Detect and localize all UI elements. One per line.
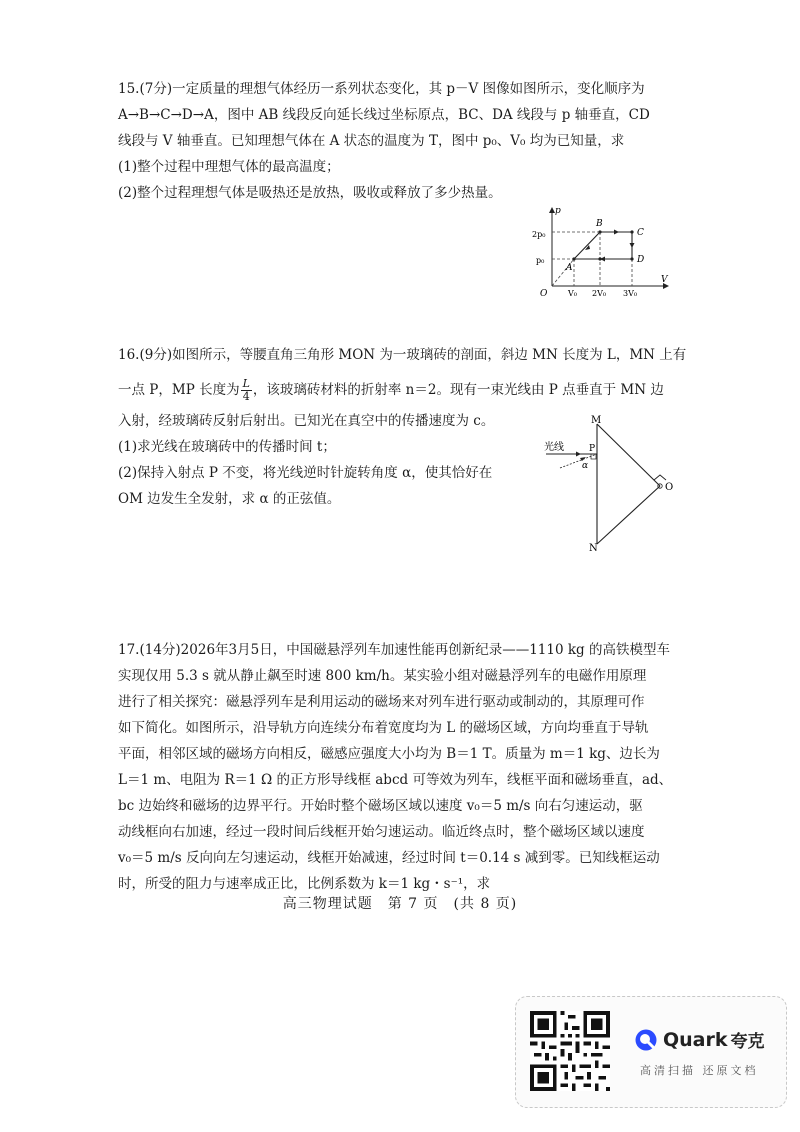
page-footer: 高三物理试题 第 7 页 (共 8 页) bbox=[282, 896, 518, 912]
v-tick-2v0: 2V₀ bbox=[592, 289, 607, 298]
question-17 bbox=[118, 637, 672, 897]
q16-line: 16.(9分)如图所示，等腰直角三角形 MON 为一玻璃砖的剖面，斜边 MN 长度为 L，MN 上有 bbox=[118, 347, 687, 363]
q16-line: OM 边发生全发射，求 α 的正弦值。 bbox=[118, 491, 341, 507]
quark-scan-badge bbox=[515, 996, 787, 1108]
p-tick-p0: p₀ bbox=[536, 256, 545, 265]
vertex-o-label: O bbox=[665, 482, 674, 493]
question-15 bbox=[118, 76, 650, 206]
alpha-label: α bbox=[582, 461, 589, 471]
point-c-label: C bbox=[637, 228, 644, 238]
q16-line: 入射，经玻璃砖反射后射出。已知光在真空中的传播速度为 c。 bbox=[118, 413, 495, 429]
point-p-label: P bbox=[589, 444, 596, 454]
quark-brand-name: Quark bbox=[663, 1028, 728, 1051]
origin-label: O bbox=[540, 289, 548, 299]
point-a-label: A bbox=[566, 263, 573, 273]
q15-line: A→B→C→D→A，图中 AB 线段反向延长线过坐标原点，BC、DA 线段与 p 轴垂直，CD bbox=[118, 107, 650, 123]
q16-line: (2)保持入射点 P 不变，将光线逆时针旋转角度 α，使其恰好在 bbox=[118, 465, 493, 481]
point-d-label: D bbox=[637, 255, 645, 265]
qr-code-icon bbox=[530, 1011, 610, 1091]
q17-line: 17.(14分)2026年3月5日，中国磁悬浮列车加速性能再创新纪录——1110 kg 的高铁模型车 bbox=[118, 642, 670, 658]
v-axis-label: V bbox=[661, 275, 668, 285]
triangle-mon bbox=[597, 424, 660, 544]
quark-logo-icon bbox=[634, 1028, 658, 1052]
q17-line: 如下简化。如图所示，沿导轨方向连续分布着宽度均为 L 的磁场区域，方向均垂直于导轨 bbox=[118, 720, 649, 736]
ray-label: 光线 bbox=[544, 442, 564, 453]
q17-line: 时，所受的阻力与速率成正比，比例系数为 k＝1 kg・s⁻¹，求 bbox=[118, 876, 491, 892]
q17-line: L＝1 m、电阻为 R＝1 Ω 的正方形导线框 abcd 可等效为列车，线框平面和磁场垂直，ad、 bbox=[118, 772, 673, 788]
point-b-label: B bbox=[596, 219, 603, 229]
vertex-m-label: M bbox=[591, 415, 602, 426]
quark-brand-cn: 夸克 bbox=[730, 1032, 765, 1052]
q17-line: v₀＝5 m/s 反向向左匀速运动，线框开始减速，经过时间 t＝0.14 s 减到零。已知线框运动 bbox=[118, 850, 660, 866]
q16-line: (1)求光线在玻璃砖中的传播时间 t； bbox=[118, 439, 336, 455]
q16-prism-figure bbox=[540, 410, 680, 555]
q15-line: (2)整个过程理想气体是吸热还是放热，吸收或释放了多少热量。 bbox=[118, 185, 502, 201]
q15-pv-figure bbox=[528, 200, 678, 305]
quark-brand bbox=[634, 1027, 765, 1078]
quark-tagline: 高清扫描 还原文档 bbox=[640, 1064, 759, 1077]
q17-line: 平面，相邻区域的磁场方向相反，磁感应强度大小均为 B＝1 T。质量为 m＝1 kg、边长为 bbox=[118, 746, 660, 762]
fraction-l-over-4: $\frac{L}{4}$ bbox=[242, 377, 250, 403]
q17-line: bc 边始终和磁场的边界平行。开始时整个磁场区域以速度 v₀＝5 m/s 向右匀速运动，驱 bbox=[118, 798, 643, 814]
q17-line: 动线框向右加速，经过一段时间后线框开始匀速运动。临近终点时，整个磁场区域以速度 bbox=[118, 824, 645, 840]
vertex-n-label: N bbox=[589, 543, 598, 554]
q17-line: 进行了相关探究：磁悬浮列车是利用运动的磁场来对列车进行驱动或制动的，其原理可作 bbox=[118, 694, 645, 710]
q15-line: 线段与 V 轴垂直。已知理想气体在 A 状态的温度为 T，图中 p₀、V₀ 均为已知量，求 bbox=[118, 133, 625, 149]
q16-line-with-fraction: 一点 P，MP 长度为 $\frac{L}{4}$ ，该玻璃砖材料的折射率 n＝2。现有一束光线由 P 点垂直于 MN 边 bbox=[118, 377, 664, 403]
q17-line: 实现仅用 5.3 s 就从静止飙至时速 800 km/h。某实验小组对磁悬浮列车的电磁作用原理 bbox=[118, 668, 647, 684]
q15-line: (1)整个过程中理想气体的最高温度； bbox=[118, 159, 340, 175]
p-axis-label: p bbox=[555, 206, 561, 216]
v-tick-v0: V₀ bbox=[568, 289, 577, 298]
p-tick-2p0: 2p₀ bbox=[532, 230, 546, 239]
q15-line: 15.(7分)一定质量的理想气体经历一系列状态变化，其 p－V 图像如图所示，变化顺序为 bbox=[118, 81, 645, 97]
process-path bbox=[574, 232, 632, 259]
v-tick-3v0: 3V₀ bbox=[623, 289, 638, 298]
